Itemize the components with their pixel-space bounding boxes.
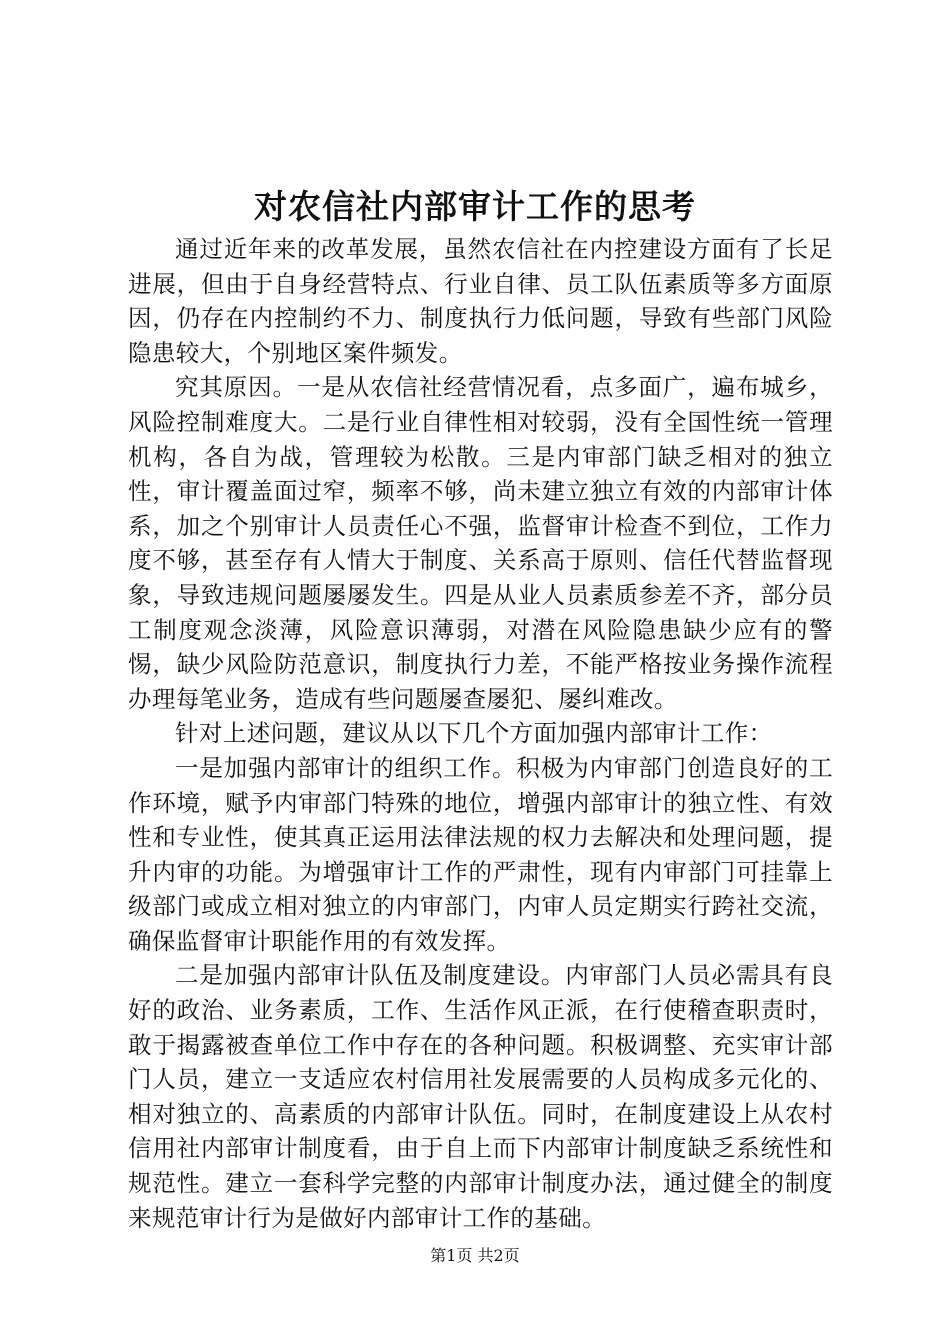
paragraph-suggestions-lead: 针对上述问题，建议从以下几个方面加强内部审计工作： [175, 719, 773, 748]
paragraph-suggestion-one: 一是加强内部审计的组织工作。积极为内审部门创造良好的工作环境，赋予内审部门特殊的地位，增强内部审计的独立性、有效性和专业性，使其真正运用法律法规的权力去解决和处理问题，提升内审的功能。为增强审计工作的严肃性，现有内审部门可挂靠上级部门或成立相对独立的内审部门，内审人员定期实行跨社交流，确保监督审计职能作用的有效发挥。 [128, 753, 833, 955]
paragraph-intro: 通过近年来的改革发展，虽然农信社在内控建设方面有了长足进展，但由于自身经营特点、行业自律、员工队伍素质等多方面原因，仍存在内控制约不力、制度执行力低问题，导致有些部门风险隐患较大，个别地区案件频发。 [128, 235, 833, 367]
paragraph-suggestion-two: 二是加强内部审计队伍及制度建设。内审部门人员必需具有良好的政治、业务素质，工作、生活作风正派，在行使稽查职责时，敢于揭露被查单位工作中存在的各种问题。积极调整、充实审计部门人员，建立一支适应农村信用社发展需要的人员构成多元化的、相对独立的、高素质的内部审计队伍。同时，在制度建设上从农村信用社内部审计制度看，由于自上而下内部审计制度缺乏系统性和规范性。建立一套科学完整的内部审计制度办法，通过健全的制度来规范审计行为是做好内部审计工作的基础。 [128, 961, 833, 1232]
document-title: 对农信社内部审计工作的思考 [254, 187, 696, 226]
page-number-footer: 第1页 共2页 [430, 1246, 520, 1265]
document-body [128, 232, 833, 1235]
paragraph-causes: 究其原因。一是从农信社经营情况看，点多面广，遍布城乡，风险控制难度大。二是行业自律性相对较弱，没有全国性统一管理机构，各自为战，管理较为松散。三是内审部门缺乏相对的独立性，审计覆盖面过窄，频率不够，尚未建立独立有效的内部审计体系，加之个别审计人员责任心不强，监督审计检查不到位，工作力度不够，甚至存有人情大于制度、关系高于原则、信任代替监督现象，导致违规问题屡屡发生。四是从业人员素质参差不齐，部分员工制度观念淡薄，风险意识薄弱，对潜在风险隐患缺少应有的警惕，缺少风险防范意识，制度执行力差，不能严格按业务操作流程办理每笔业务，造成有些问题屡查屡犯、屡纠难改。 [128, 373, 833, 713]
